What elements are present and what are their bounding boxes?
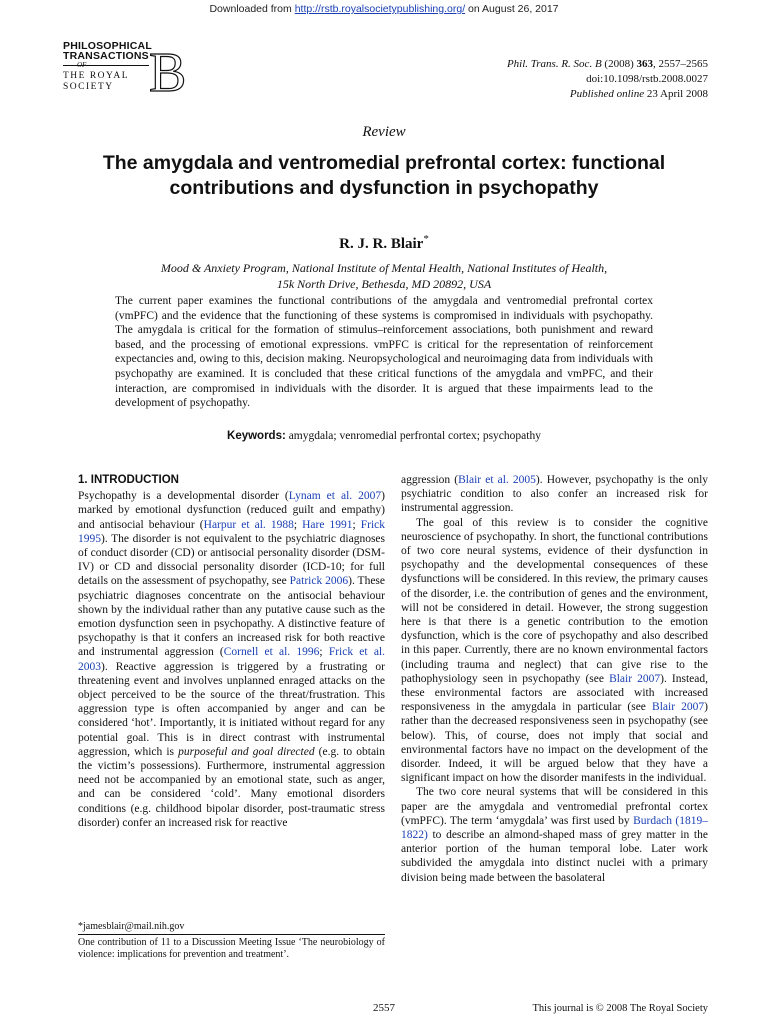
download-suffix: on August 26, 2017 — [465, 3, 559, 15]
citation-link[interactable]: Cornell et al. 1996 — [223, 646, 320, 659]
published-label: Published online — [569, 88, 645, 100]
citation-volume: 363 — [636, 58, 653, 70]
logo-line-philosophical: PHILOSOPHICAL — [63, 40, 152, 52]
article-title: The amygdala and ventromedial prefrontal cortex: functional contributions and dysfunction in psychopathy — [102, 152, 666, 199]
logo-text — [63, 40, 152, 62]
author-name: R. J. R. Blair — [339, 236, 424, 252]
right-column — [401, 473, 708, 885]
citation-link[interactable]: Frick 1995 — [78, 518, 385, 545]
paragraph: The goal of this review is to consider the cognitive neuroscience of psychopathy. In short, the functional contributions of two core neural systems, evidence of their dysfunction in psychopathy and the developmental consequences of these dysfunctions will be considered. In this review, the primary causes of the disorder, i.e. the contribution of genes and the environment, will not be considered in detail. However, the strong suggestion here is that there is a genetic contribution to the emotion dysfunction, which is the core of psychopathy and also described in this paper. Currently, there are no known environmental factors (including trauma and neglect) that can give rise to the pathophysiology seen in psychopathy (see Blair 2007). Instead, these environmental factors are associated with increased responsiveness in the amygdala in particular (see Blair 2007) rather than the decreased responsiveness seen in psychopathy (see below). This, of course, does not imply that social and environmental factors have no impact on the development of the disorder. Indeed, it will be argued below that they have a significant impact on how the disorder manifests in the individual. — [401, 516, 709, 785]
keywords-text: amygdala; venromedial perfrontal cortex; psychopathy — [285, 430, 541, 442]
contribution-footnote: One contribution of 11 to a Discussion Meeting Issue ‘The neurobiology of violence: implications for prevention and treatment’. — [78, 937, 385, 960]
citation-link[interactable]: Burdach (1819–1822) — [401, 814, 708, 842]
citation-pages: , 2557–2565 — [653, 58, 708, 70]
affiliation-line-2: 15k North Drive, Bethesda, MD 20892, USA — [276, 277, 492, 291]
citation-link[interactable]: Hare 1991 — [302, 518, 353, 531]
citation-line — [507, 57, 708, 72]
logo-letter-b: B — [149, 42, 187, 104]
paragraph: aggression (Blair et al. 2005). However, psychopathy is the only psychiatric condition to also confer an increased risk for instrumental aggression. — [401, 474, 709, 515]
logo-rule — [63, 65, 149, 66]
paragraph: Psychopathy is a developmental disorder (Lynam et al. 2007) marked by emotional dysfunction (reduced guilt and empathy) and antisocial behaviour (Harpur et al. 1988; Hare 1991; Frick 1995). The disorder is not equivalent to the psychiatric diagnoses of conduct disorder (CD) or antisocial personality disorder (DSM-IV) or CD and dissocial personality disorder (ICD-10; for full details on the assessment of psychopathy, see Patrick 2006). These psychiatric diagnoses concentrate on the antisocial behaviour shown by the individual rather than any putative cause such as the emotion dysfunction seen in psychopathy. A distinctive feature of psychopathy is that it confers an increased risk for both reactive and instrumental aggression (Cornell et al. 1996; Frick et al. 2003). Reactive aggression is triggered by a frustrating or threatening event and involves unplanned enraged attacks on the object perceived to be the source of the threat/frustration. This aggression type is often accompanied by anger and can be considered ‘hot’. Importantly, it is initiated without regard for any potential goal. This is in direct contrast with instrumental aggression, which is purposeful and goal directed (e.g. to obtain the victim’s possessions). Furthermore, instrumental aggression need not be accompanied by an emotional state, such as anger, and can be considered ‘cold’. Many emotional disorders conditions (e.g. childhood bipolar disorder, post-traumatic stress disorder) confer an increased risk for reactive — [78, 490, 385, 829]
copyright: This journal is © 2008 The Royal Society — [532, 1003, 708, 1014]
download-link[interactable]: http://rstb.royalsocietypublishing.org/ — [294, 3, 466, 15]
citation-link[interactable]: Harpur et al. 1988 — [203, 518, 294, 531]
left-column — [78, 473, 385, 830]
download-prefix: Downloaded from — [209, 3, 295, 15]
citation-link[interactable]: Blair 2007 — [652, 701, 705, 714]
citation-link[interactable]: Patrick 2006 — [289, 575, 349, 588]
affiliation-line-1: Mood & Anxiety Program, National Institute of Mental Health, National Institutes of Health, — [160, 261, 608, 275]
citation-link[interactable]: Blair 2007 — [609, 672, 661, 685]
paragraph: The two core neural systems that will be considered in this paper are the amygdala and ventromedial prefrontal cortex (vmPFC). The term ‘amygdala’ was first used by Burdach (1819–1822) to describe an almond-shaped mass of grey matter in the anterior portion of the human temporal lobe. Later work subdivided the amygdala into distinct nuclei with a primary division being made between the basolateral — [401, 786, 708, 884]
keywords-label: Keywords: — [227, 430, 286, 442]
citation-link[interactable]: Frick et al. 2003 — [78, 646, 385, 673]
article-category: Review — [362, 124, 406, 140]
journal-logo — [63, 40, 187, 104]
journal-name: Phil. Trans. R. Soc. B — [506, 58, 602, 70]
page-number: 2557 — [373, 1002, 395, 1014]
footnote-rule — [78, 934, 385, 935]
abstract: The current paper examines the functional contributions of the amygdala and ventromedial prefrontal cortex (vmPFC) and the evidence that the functioning of these systems is compromised in individuals with psychopathy. The amygdala is critical for the formation of stimulus–reinforcement associations, both punishment and reward based, and the processing of emotional expressions. vmPFC is critical for the representation of reinforcement expectancies and, owing to this, decision making. Neuropsychological and neuroimaging data from individuals with psychopathy are examined. It is concluded that these critical functions of the amygdala and vmPFC, and their interaction, are compromised in individuals with the disorder. It is argued that these impairments lead to the development of psychopathy. — [115, 295, 653, 410]
download-banner — [0, 3, 768, 15]
affiliation — [0, 260, 768, 292]
citation-link[interactable]: Blair et al. 2005 — [458, 474, 536, 486]
author-footnote-mark: * — [423, 233, 429, 245]
published-line — [507, 87, 708, 102]
citation-year: (2008) — [601, 58, 637, 70]
correspondence-email: *jamesblair@mail.nih.gov — [78, 921, 185, 932]
keywords — [0, 430, 768, 442]
logo-royal-society — [63, 71, 129, 93]
citation-block — [507, 57, 708, 102]
doi: doi:10.1098/rstb.2008.0027 — [586, 73, 708, 85]
citation-link[interactable]: Lynam et al. 2007 — [288, 490, 382, 503]
logo-line-transactions: TRANSACTIONS — [63, 50, 149, 62]
logo-line-the-royal: THE ROYAL — [63, 71, 130, 81]
logo-line-society: SOCIETY — [63, 82, 114, 92]
section-heading: 1. INTRODUCTION — [78, 474, 179, 486]
emphasis-text: purposeful and goal directed — [178, 745, 315, 758]
published-date: 23 April 2008 — [644, 88, 708, 100]
author-line — [0, 233, 768, 253]
logo-of: OF — [77, 61, 87, 69]
